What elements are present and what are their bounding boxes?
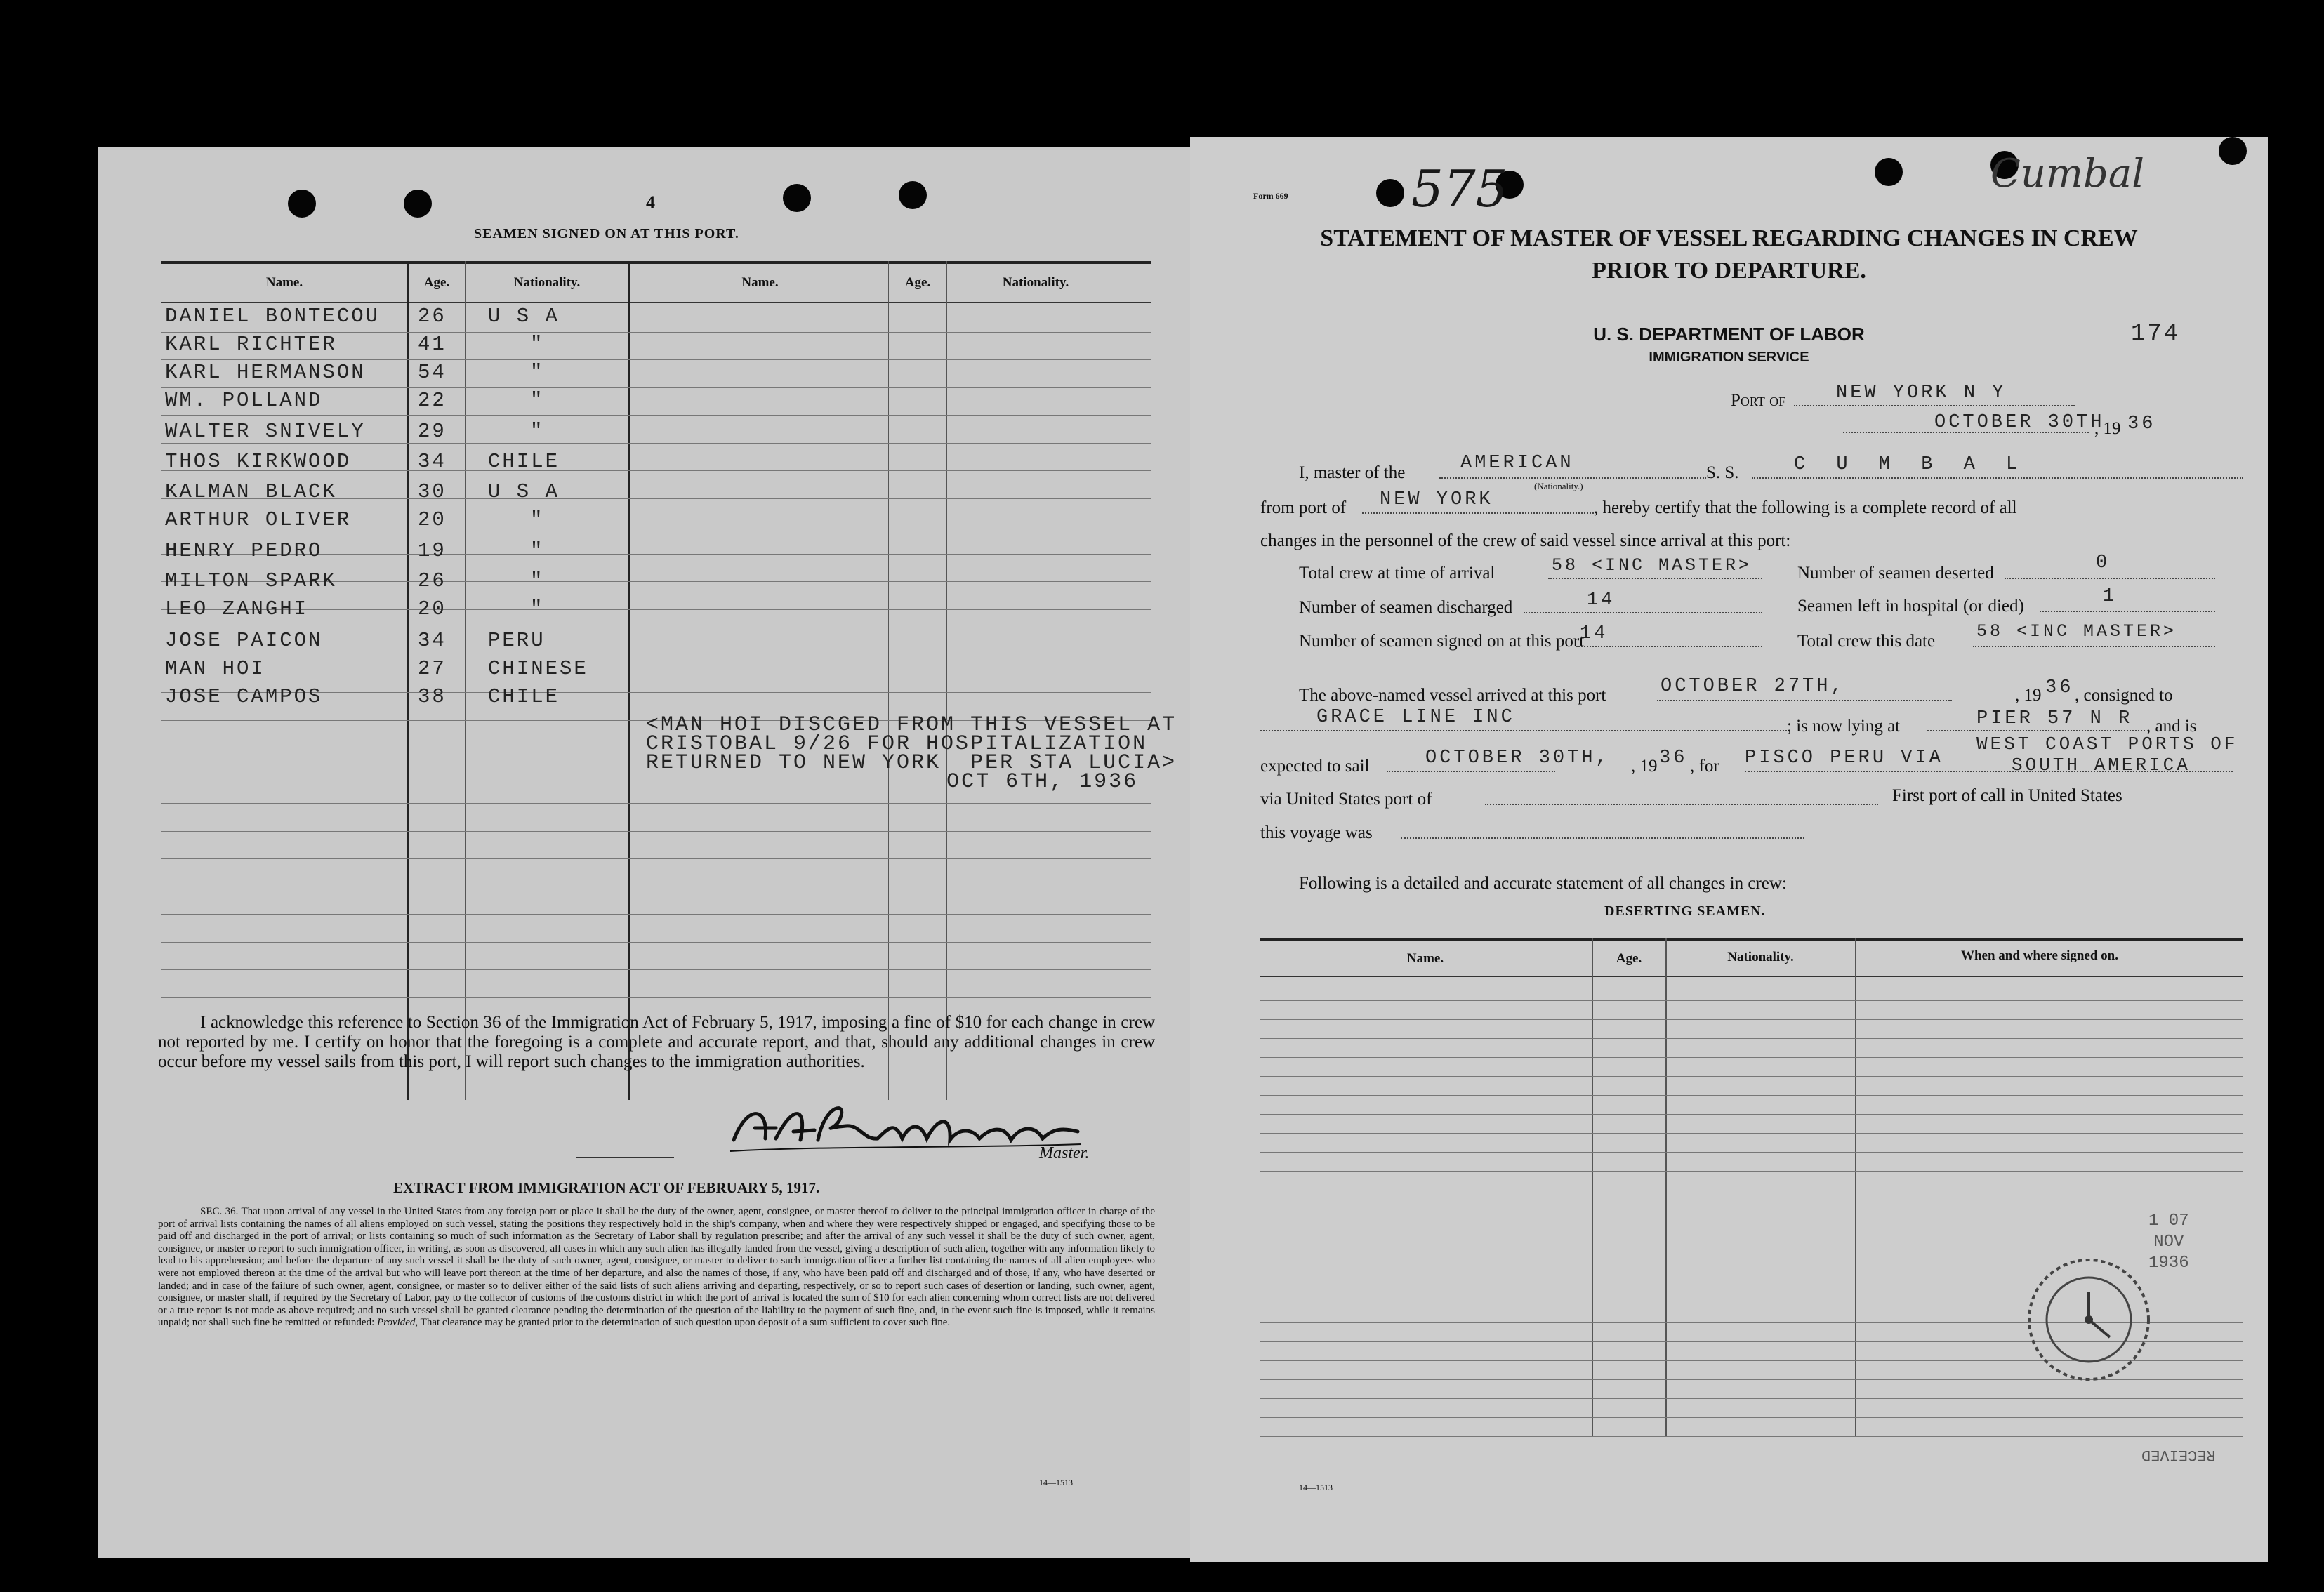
table-top-rule (161, 261, 1151, 264)
table-row-rule (161, 415, 1151, 416)
seaman-age: 38 (418, 685, 447, 708)
desert-col-name: Name. (1406, 951, 1444, 966)
desert-row-rule (1260, 1133, 2243, 1134)
seaman-nationality: U S A (488, 480, 560, 503)
handwritten-number: 575 (1411, 159, 1508, 218)
punch-hole (404, 190, 432, 218)
pier-line (1927, 730, 2145, 731)
seaman-name: WM. POLLAND (165, 389, 323, 412)
seaman-name: LEO ZANGHI (165, 597, 309, 621)
seaman-name: MILTON SPARK (165, 569, 337, 592)
col-name-header: Name. (265, 275, 303, 290)
master-label: Master. (1039, 1144, 1090, 1162)
via-port-label: via United States port of (1260, 790, 1432, 809)
first-port-label: First port of call in United States (1892, 786, 2122, 805)
desert-row-rule (1260, 1057, 2243, 1058)
certify-text: , hereby certify that the following is a complete record of all (1594, 498, 2017, 517)
table-row-rule (161, 969, 1151, 970)
desert-row-rule (1260, 1019, 2243, 1020)
col-age-header: Age. (423, 275, 450, 290)
destination-extra: WEST COAST PORTS OF (1976, 734, 2238, 755)
seaman-nationality: PERU (488, 629, 546, 652)
consigned-label: , consigned to (2075, 686, 2173, 705)
punch-hole (2219, 137, 2247, 165)
form-number: Form 669 (1253, 191, 1288, 201)
total-crew-arrival-value: 58 <INC MASTER> (1552, 555, 1752, 576)
col-age2-header: Age. (904, 275, 931, 290)
total-crew-date-value: 58 <INC MASTER> (1976, 621, 2177, 642)
seaman-nationality: " (530, 597, 545, 621)
form-code: 14—1513 (1299, 1482, 1333, 1492)
immigration-stamp-seal (2022, 1253, 2155, 1386)
extract-title: EXTRACT FROM IMMIGRATION ACT OF FEBRUARY 5, 1917. (393, 1179, 820, 1196)
desert-col-when-where: When and where signed on. (1960, 948, 2118, 963)
pier-value: PIER 57 N R (1976, 708, 2133, 729)
seaman-nationality: " (530, 389, 545, 412)
statement-title: STATEMENT OF MASTER OF VESSEL REGARDING CHANGES IN CREW PRIOR TO DEPARTURE. (1320, 225, 2138, 284)
seaman-age: 34 (418, 450, 447, 473)
date-value: OCTOBER 30TH (1934, 412, 2105, 433)
hospital-value: 1 (2103, 586, 2118, 607)
table-row-rule (161, 858, 1151, 859)
seaman-age: 27 (418, 657, 447, 680)
arrived-value: OCTOBER 27TH, (1661, 676, 1845, 697)
master-of-label: I, master of the (1299, 463, 1406, 482)
desert-col-divider (1665, 938, 1667, 1437)
arrived-year-prefix: , 19 (2015, 686, 2042, 705)
for-label: , for (1690, 757, 1719, 776)
seaman-name: KALMAN BLACK (165, 480, 337, 503)
lying-label: ; is now lying at (1787, 717, 1901, 736)
deserted-line (2005, 578, 2215, 579)
voyage-label: this voyage was (1260, 823, 1373, 842)
extract-text: SEC. 36. That upon arrival of any vessel in the United States from any foreign port or place it shall be the duty of the owner, agent, consignee, or master thereof to deliver to the principal immigration officer in charge of the port of arrival lists containing the names of all aliens employed on such vessel, stating the positions they respectively hold in the ship's company, when and where they were respectively shipped or engaged, and specifying those to be paid off and discharged in the port of arrival; or lists containing so much of such information as the Secretary of Labor shall by regulation prescribe; and after the arrival of any such vessel it shall be the duty of such owner, agent, consignee, or master to report to such immigration officer, in writing, as soon as discovered, all cases in which any such alien has illegally landed from the vessel, giving a description of such alien, together with any information likely to lead to his apprehension; and before the departure of any such vessel it shall be the duty of such owner, agent, consignee, or master to deliver to such immigration officer a further list containing the names of all alien employees who were not employed thereon at the time of the arrival but who will leave port thereon at the time of her departure, and also the names of those, if any, who have been paid off and discharged and of those, if any, who have deserted or landed; and in case of the failure of such owner, agent, consignee, or master so to deliver either of the said lists of such aliens arriving and departing, respectively, or so to report such cases of desertion or landing, such owner, agent, consignee, or master shall, if required by the Secretary of Labor, pay to the collector of customs of the customs district in which the port of arrival is located the sum of $10 for each alien concerning whom correct lists are not delivered or a true report is not made as above required; and no such vessel shall be granted clearance pending the determination of the question of the liability to the payment of such fine, and, in the event such fine is imposed, while it remains unpaid; nor shall such fine be remitted or refunded: Provided, That clearance may be granted prior to the determination of such question upon deposit of a sum sufficient to cover such fine. (158, 1206, 1155, 1329)
port-of-value: NEW YORK N Y (1836, 383, 2007, 404)
discharged-label: Number of seamen discharged (1299, 598, 1513, 617)
seaman-name: KARL HERMANSON (165, 361, 366, 384)
arrived-year: 36 (2045, 677, 2074, 698)
seaman-age: 26 (418, 569, 447, 592)
seaman-nationality: " (530, 569, 545, 592)
seaman-name: JOSE CAMPOS (165, 685, 323, 708)
desert-row-rule (1260, 1436, 2243, 1437)
signed-on-line (1576, 646, 1762, 647)
table-row-rule (161, 914, 1151, 915)
voyage-line (1401, 837, 1804, 839)
col-name2-header: Name. (741, 275, 779, 290)
total-crew-arrival-label: Total crew at time of arrival (1299, 564, 1496, 583)
from-port-label: from port of (1260, 498, 1347, 517)
ss-label: S. S. (1706, 463, 1739, 482)
seaman-name: DANIEL BONTECOU (165, 305, 381, 328)
seaman-name: MAN HOI (165, 657, 265, 680)
handwritten-vessel-name: Cumbal (1990, 151, 2145, 197)
desert-col-divider (1592, 938, 1593, 1437)
seaman-age: 29 (418, 420, 447, 443)
seaman-nationality: " (530, 508, 545, 531)
seaman-age: 41 (418, 333, 447, 356)
serial-number: 174 (2131, 321, 2181, 347)
table-row-rule (161, 831, 1151, 832)
col-nationality-header: Nationality. (513, 275, 581, 290)
seaman-age: 20 (418, 508, 447, 531)
department-heading: U. S. DEPARTMENT OF LABOR (1593, 324, 1865, 345)
punch-hole (288, 190, 316, 218)
table-row-rule (161, 803, 1151, 804)
sail-date-value: OCTOBER 30TH, (1425, 748, 1610, 769)
seaman-age: 30 (418, 480, 447, 503)
deserted-value: 0 (2096, 552, 2111, 573)
signed-on-value: 14 (1580, 623, 1609, 644)
discharged-value: 14 (1587, 590, 1616, 611)
table-row-rule (161, 387, 1151, 388)
seaman-name: ARTHUR OLIVER (165, 508, 352, 531)
service-heading: IMMIGRATION SERVICE (1649, 350, 1809, 365)
seaman-nationality: U S A (488, 305, 560, 328)
table-row-rule (161, 609, 1151, 610)
form-code: 14—1513 (1039, 1478, 1073, 1487)
seaman-nationality: " (530, 333, 545, 356)
nationality-caption: (Nationality.) (1534, 481, 1583, 491)
vessel-field-line (1752, 477, 2243, 479)
table-row-rule (161, 942, 1151, 943)
changes-text: changes in the personnel of the crew of said vessel since arrival at this port: (1260, 531, 1791, 550)
desert-col-divider (1855, 938, 1856, 1437)
punch-hole (899, 181, 927, 209)
port-field-line (1794, 405, 2075, 406)
table-head-rule (161, 302, 1151, 303)
desert-row-rule (1260, 1095, 2243, 1096)
desert-row-rule (1260, 1171, 2243, 1172)
discharge-annotation: <MAN HOI DISCGED FROM THIS VESSEL AT CRISTOBAL 9/26 FOR HOSPITALIZATION RETURNED TO NEW YORK PER STA LUCIA> OCT 6TH, 1936 (646, 713, 1177, 794)
punch-hole (783, 184, 811, 212)
deserting-seamen-title: DESERTING SEAMEN. (1604, 903, 1766, 919)
port-of-label: Port of (1731, 391, 1786, 410)
seaman-name: KARL RICHTER (165, 333, 337, 356)
via-port-line (1485, 804, 1878, 805)
seaman-name: THOS KIRKWOOD (165, 450, 352, 473)
desert-row-rule (1260, 1398, 2243, 1399)
total-crew-date-line (1973, 646, 2215, 647)
sail-date-line (1387, 771, 1555, 772)
total-crew-date-label: Total crew this date (1797, 632, 1936, 651)
desert-col-age: Age. (1616, 951, 1642, 966)
hospital-line (2040, 611, 2215, 612)
desert-row-rule (1260, 1038, 2243, 1039)
seaman-nationality: CHILE (488, 685, 560, 708)
vessel-name-value: C U M B A L (1794, 454, 2028, 475)
hospital-label: Seamen left in hospital (or died) (1797, 597, 2024, 616)
destination-extra-2: SOUTH AMERICA (2012, 755, 2191, 776)
year-value: 36 (2127, 413, 2156, 435)
expected-label: expected to sail (1260, 757, 1370, 776)
punch-hole (1875, 158, 1903, 186)
destination-value: PISCO PERU VIA (1745, 748, 1943, 769)
year-prefix: , 19 (2094, 419, 2121, 438)
seaman-age: 34 (418, 629, 447, 652)
divider (576, 1157, 674, 1158)
signed-on-label: Number of seamen signed on at this port (1299, 632, 1585, 651)
nationality-value: AMERICAN (1460, 453, 1574, 474)
total-crew-arrival-line (1548, 578, 1762, 579)
consignee-line (1260, 730, 1787, 731)
desert-row-rule (1260, 1114, 2243, 1115)
right-page (1190, 137, 2268, 1562)
arrived-label: The above-named vessel arrived at this port (1299, 686, 1606, 705)
left-page (98, 147, 1190, 1558)
seaman-nationality: CHINESE (488, 657, 588, 680)
seaman-age: 19 (418, 539, 447, 562)
arrived-line (1657, 700, 1952, 701)
desert-table-top-rule (1260, 938, 2243, 941)
seamen-signed-title: SEAMEN SIGNED ON AT THIS PORT. (474, 226, 739, 241)
table-row-rule (161, 443, 1151, 444)
seaman-nationality: " (530, 361, 545, 384)
seaman-nationality: " (530, 420, 545, 443)
acknowledgement-text: I acknowledge this reference to Section 36 of the Immigration Act of February 5, 1917, imposing a fine of $10 for each change in crew not reported by me. I certify on honor that the foregoing is a complete and accurate report, and that, should any additional changes in crew occur before my vessel sails from this port, I will report such changes to the immigration authorities. (158, 1013, 1155, 1071)
received-stamp-date: 1 07 NOV 1936 (2148, 1212, 2189, 1273)
seaman-age: 20 (418, 597, 447, 621)
discharged-line (1524, 612, 1762, 613)
seaman-name: WALTER SNIVELY (165, 420, 366, 443)
desert-row-rule (1260, 1000, 2243, 1001)
col-nationality2-header: Nationality. (1002, 275, 1069, 290)
seaman-name: HENRY PEDRO (165, 539, 323, 562)
master-signature (727, 1089, 1085, 1167)
seaman-age: 22 (418, 389, 447, 412)
seaman-age: 54 (418, 361, 447, 384)
sail-year-prefix: , 19 (1631, 757, 1658, 776)
desert-table-head-rule (1260, 976, 2243, 977)
and-is-label: , and is (2146, 717, 2197, 736)
sail-year: 36 (1659, 748, 1688, 769)
seaman-nationality: CHILE (488, 450, 560, 473)
seaman-age: 26 (418, 305, 447, 328)
following-label: Following is a detailed and accurate statement of all changes in crew: (1299, 874, 1787, 893)
from-port-field-line (1362, 512, 1594, 514)
desert-row-rule (1260, 1076, 2243, 1077)
desert-col-nationality: Nationality. (1727, 950, 1794, 964)
page-number: 4 (646, 192, 655, 213)
from-port-value: NEW YORK (1380, 489, 1493, 510)
nationality-field-line (1439, 477, 1706, 479)
seaman-name: JOSE PAICON (165, 629, 323, 652)
desert-row-rule (1260, 1152, 2243, 1153)
deserted-label: Number of seamen deserted (1797, 564, 1994, 583)
table-row-rule (161, 997, 1151, 998)
punch-hole (1376, 179, 1404, 207)
seaman-nationality: " (530, 539, 545, 562)
desert-row-rule (1260, 1417, 2243, 1418)
received-stamp-text: RECEIVED (2141, 1446, 2216, 1464)
consignee-value: GRACE LINE INC (1316, 707, 1515, 728)
